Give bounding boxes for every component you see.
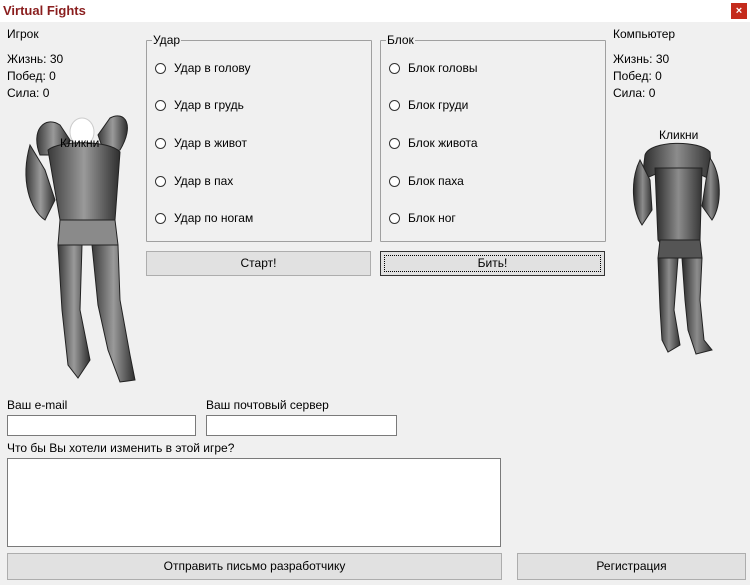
computer-wins: Побед: 0 bbox=[613, 69, 662, 83]
computer-click-hint: Кликни bbox=[659, 128, 699, 142]
email-field[interactable] bbox=[7, 415, 196, 436]
player-click-hint: Кликни bbox=[60, 136, 100, 150]
radio-circle[interactable] bbox=[155, 213, 166, 224]
radio-label: Удар в грудь bbox=[174, 98, 244, 112]
radio-attack-legs[interactable] bbox=[155, 210, 253, 226]
radio-label: Блок ног bbox=[408, 211, 456, 225]
close-button[interactable] bbox=[731, 3, 747, 19]
radio-circle[interactable] bbox=[389, 176, 400, 187]
radio-label: Удар в живот bbox=[174, 136, 247, 150]
attack-legend: Удар bbox=[153, 33, 181, 47]
start-button[interactable] bbox=[146, 251, 371, 276]
block-legend: Блок bbox=[387, 33, 414, 47]
player-strength: Сила: 0 bbox=[7, 86, 50, 100]
radio-label: Блок головы bbox=[408, 61, 478, 75]
computer-name: Компьютер bbox=[613, 27, 676, 41]
radio-label: Блок живота bbox=[408, 136, 478, 150]
window-title: Virtual Fights bbox=[3, 3, 86, 18]
feedback-label: Что бы Вы хотели изменить в этой игре? bbox=[7, 441, 235, 455]
player-wins: Побед: 0 bbox=[7, 69, 56, 83]
radio-attack-head[interactable] bbox=[155, 60, 251, 76]
send-letter-label: Отправить письмо разработчику bbox=[163, 559, 346, 573]
start-button-label: Старт! bbox=[240, 256, 277, 270]
radio-label: Блок груди bbox=[408, 98, 469, 112]
radio-circle[interactable] bbox=[155, 176, 166, 187]
radio-attack-groin[interactable] bbox=[155, 173, 233, 189]
mail-server-label: Ваш почтовый сервер bbox=[206, 398, 329, 412]
radio-label: Удар в пах bbox=[174, 174, 234, 188]
radio-block-head[interactable] bbox=[389, 60, 477, 76]
radio-circle[interactable] bbox=[389, 138, 400, 149]
computer-figure-image[interactable] bbox=[630, 140, 725, 360]
registration-button[interactable] bbox=[517, 553, 746, 580]
radio-block-legs[interactable] bbox=[389, 210, 456, 226]
player-life: Жизнь: 30 bbox=[7, 52, 64, 66]
radio-attack-stomach[interactable] bbox=[155, 135, 247, 151]
hit-button-label: Бить! bbox=[477, 256, 508, 270]
radio-circle[interactable] bbox=[155, 138, 166, 149]
player-name: Игрок bbox=[7, 27, 39, 41]
radio-circle[interactable] bbox=[155, 100, 166, 111]
feedback-textarea[interactable] bbox=[7, 458, 501, 547]
email-label: Ваш e-mail bbox=[7, 398, 68, 412]
close-icon: × bbox=[735, 5, 743, 17]
radio-block-chest[interactable] bbox=[389, 97, 468, 113]
computer-life: Жизнь: 30 bbox=[613, 52, 670, 66]
radio-attack-chest[interactable] bbox=[155, 97, 244, 113]
radio-circle[interactable] bbox=[389, 100, 400, 111]
title-bar bbox=[0, 0, 750, 22]
radio-label: Блок паха bbox=[408, 174, 464, 188]
player-figure-image[interactable] bbox=[20, 110, 145, 385]
computer-strength: Сила: 0 bbox=[613, 86, 656, 100]
radio-block-groin[interactable] bbox=[389, 173, 464, 189]
send-letter-button[interactable] bbox=[7, 553, 502, 580]
mail-server-field[interactable] bbox=[206, 415, 397, 436]
radio-circle[interactable] bbox=[389, 63, 400, 74]
radio-block-stomach[interactable] bbox=[389, 135, 478, 151]
registration-label: Регистрация bbox=[596, 559, 667, 573]
radio-circle[interactable] bbox=[155, 63, 166, 74]
radio-label: Удар по ногам bbox=[174, 211, 254, 225]
hit-button[interactable] bbox=[380, 251, 605, 276]
radio-circle[interactable] bbox=[389, 213, 400, 224]
radio-label: Удар в голову bbox=[174, 61, 251, 75]
